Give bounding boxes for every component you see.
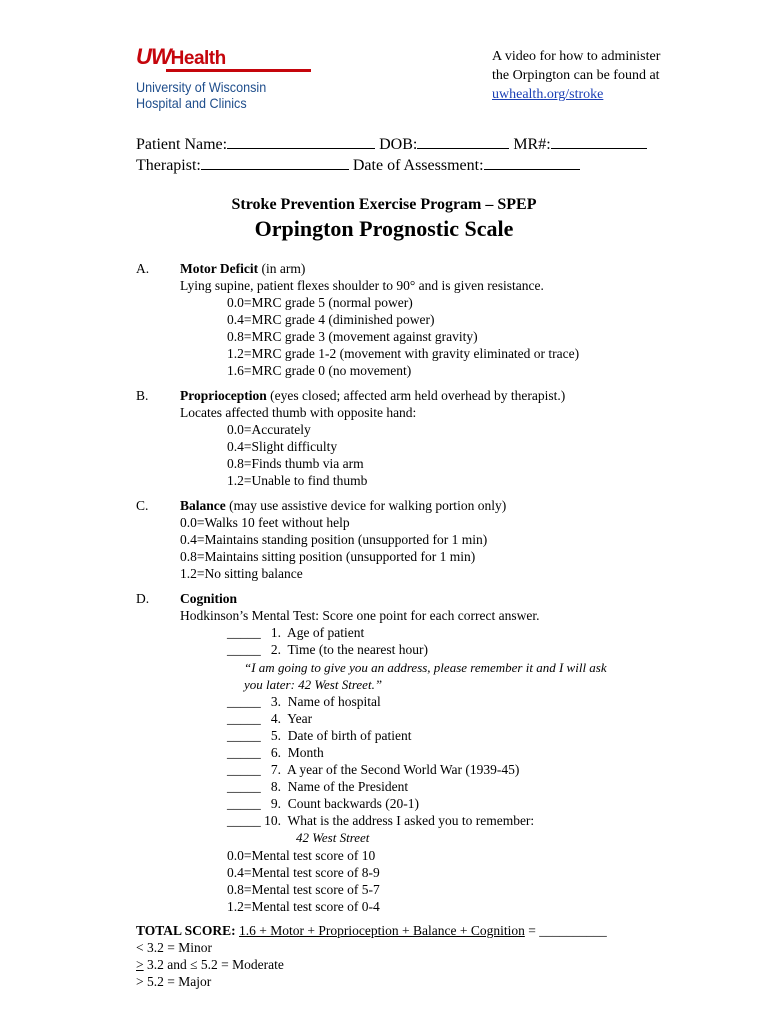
date-of-assessment-label: Date of Assessment:: [352, 157, 484, 174]
section-b-item: 0.4=Slight difficulty: [227, 439, 338, 454]
cognition-question: _____ 3. Name of hospital: [227, 694, 381, 709]
video-link[interactable]: uwhealth.org/stroke: [492, 87, 604, 102]
cognition-score: 1.2=Mental test score of 0-4: [227, 899, 380, 914]
section-b-item: 1.2=Unable to find thumb: [227, 473, 368, 488]
cognition-question: _____ 5. Date of birth of patient: [227, 728, 412, 743]
cognition-question: _____ 6. Month: [227, 745, 324, 760]
total-score-line: [136, 923, 607, 939]
section-a-desc: Lying supine, patient flexes shoulder to 90° and is given resistance.: [180, 278, 544, 293]
address-prompt-line-2: you later: 42 West Street.”: [244, 677, 383, 692]
section-d-desc: Hodkinson’s Mental Test: Score one point for each correct answer.: [180, 608, 540, 623]
cognition-question: _____ 9. Count backwards (20-1): [227, 796, 419, 811]
dob-label: DOB:: [379, 136, 418, 153]
cognition-question: _____ 7. A year of the Second World War (1939-45): [227, 762, 520, 777]
cognition-question: _____ 4. Year: [227, 711, 313, 726]
program-title: Stroke Prevention Exercise Program – SPEP: [231, 196, 537, 213]
video-note-line-1: A video for how to administer: [492, 49, 661, 64]
severity-major: > 5.2 = Major: [136, 974, 212, 989]
section-a-heading: Motor Deficit (in arm): [180, 261, 306, 276]
uwhealth-logo: [136, 46, 316, 116]
section-c-item: 0.8=Maintains sitting position (unsupported for 1 min): [180, 549, 476, 564]
section-b-heading: Proprioception (eyes closed; affected arm held overhead by therapist.): [180, 388, 566, 403]
section-d-letter: D.: [136, 591, 150, 606]
section-a-item: 1.6=MRC grade 0 (no movement): [227, 363, 412, 378]
section-c-item: 1.2=No sitting balance: [180, 566, 303, 581]
dob-field[interactable]: [417, 134, 509, 149]
logo-line-2: Hospital and Clinics: [136, 95, 247, 111]
patient-name-label: Patient Name:: [136, 136, 228, 153]
therapist-label: Therapist:: [136, 157, 201, 174]
video-note-line-2: the Orpington can be found at: [492, 68, 660, 83]
header-row-2: [136, 155, 580, 175]
cognition-question: _____ 10. What is the address I asked you to remember:: [227, 813, 535, 828]
section-a-item: 0.8=MRC grade 3 (movement against gravity): [227, 329, 478, 344]
video-note: [492, 47, 660, 104]
therapist-field[interactable]: [201, 155, 349, 170]
section-a-item: 0.0=MRC grade 5 (normal power): [227, 295, 413, 310]
cognition-question: _____ 2. Time (to the nearest hour): [227, 642, 428, 657]
severity-minor: < 3.2 = Minor: [136, 940, 212, 955]
mr-label: MR#:: [513, 136, 551, 153]
section-b-item: 0.8=Finds thumb via arm: [227, 456, 364, 471]
total-score-formula: 1.6 + Motor + Proprioception + Balance + Cognition: [239, 923, 525, 938]
section-c-heading: Balance (may use assistive device for walking portion only): [180, 498, 507, 513]
section-c-letter: C.: [136, 498, 149, 513]
severity-moderate: > 3.2 and ≤ 5.2 = Moderate: [136, 957, 284, 972]
total-score-label: TOTAL SCORE:: [136, 923, 236, 938]
section-a-item: 1.2=MRC grade 1-2 (movement with gravity eliminated or trace): [227, 346, 580, 361]
section-c-item: 0.0=Walks 10 feet without help: [180, 515, 350, 530]
address-answer: 42 West Street: [296, 830, 370, 845]
date-of-assessment-field[interactable]: [484, 155, 580, 170]
header-row-1: [136, 134, 647, 154]
section-b-item: 0.0=Accurately: [227, 422, 311, 437]
logo-rule: [166, 69, 311, 72]
cognition-score: 0.0=Mental test score of 10: [227, 848, 376, 863]
section-d-heading: Cognition: [180, 591, 238, 606]
mr-field[interactable]: [551, 134, 647, 149]
section-b-desc: Locates affected thumb with opposite hand:: [180, 405, 417, 420]
cognition-question: _____ 1. Age of patient: [227, 625, 365, 640]
patient-name-field[interactable]: [227, 134, 375, 149]
cognition-score: 0.8=Mental test score of 5-7: [227, 882, 380, 897]
address-prompt-line-1: “I am going to give you an address, please remember it and I will ask: [244, 660, 607, 675]
total-score-blank[interactable]: = __________: [524, 923, 607, 938]
section-a-item: 0.4=MRC grade 4 (diminished power): [227, 312, 435, 327]
section-b-letter: B.: [136, 388, 149, 403]
cognition-question: _____ 8. Name of the President: [227, 779, 409, 794]
logo-mark: UWHealth: [136, 44, 226, 69]
cognition-score: 0.4=Mental test score of 8-9: [227, 865, 380, 880]
logo-line-1: University of Wisconsin: [136, 79, 267, 95]
section-a-letter: A.: [136, 261, 150, 276]
scale-title: Orpington Prognostic Scale: [254, 216, 514, 241]
section-c-item: 0.4=Maintains standing position (unsupported for 1 min): [180, 532, 488, 547]
